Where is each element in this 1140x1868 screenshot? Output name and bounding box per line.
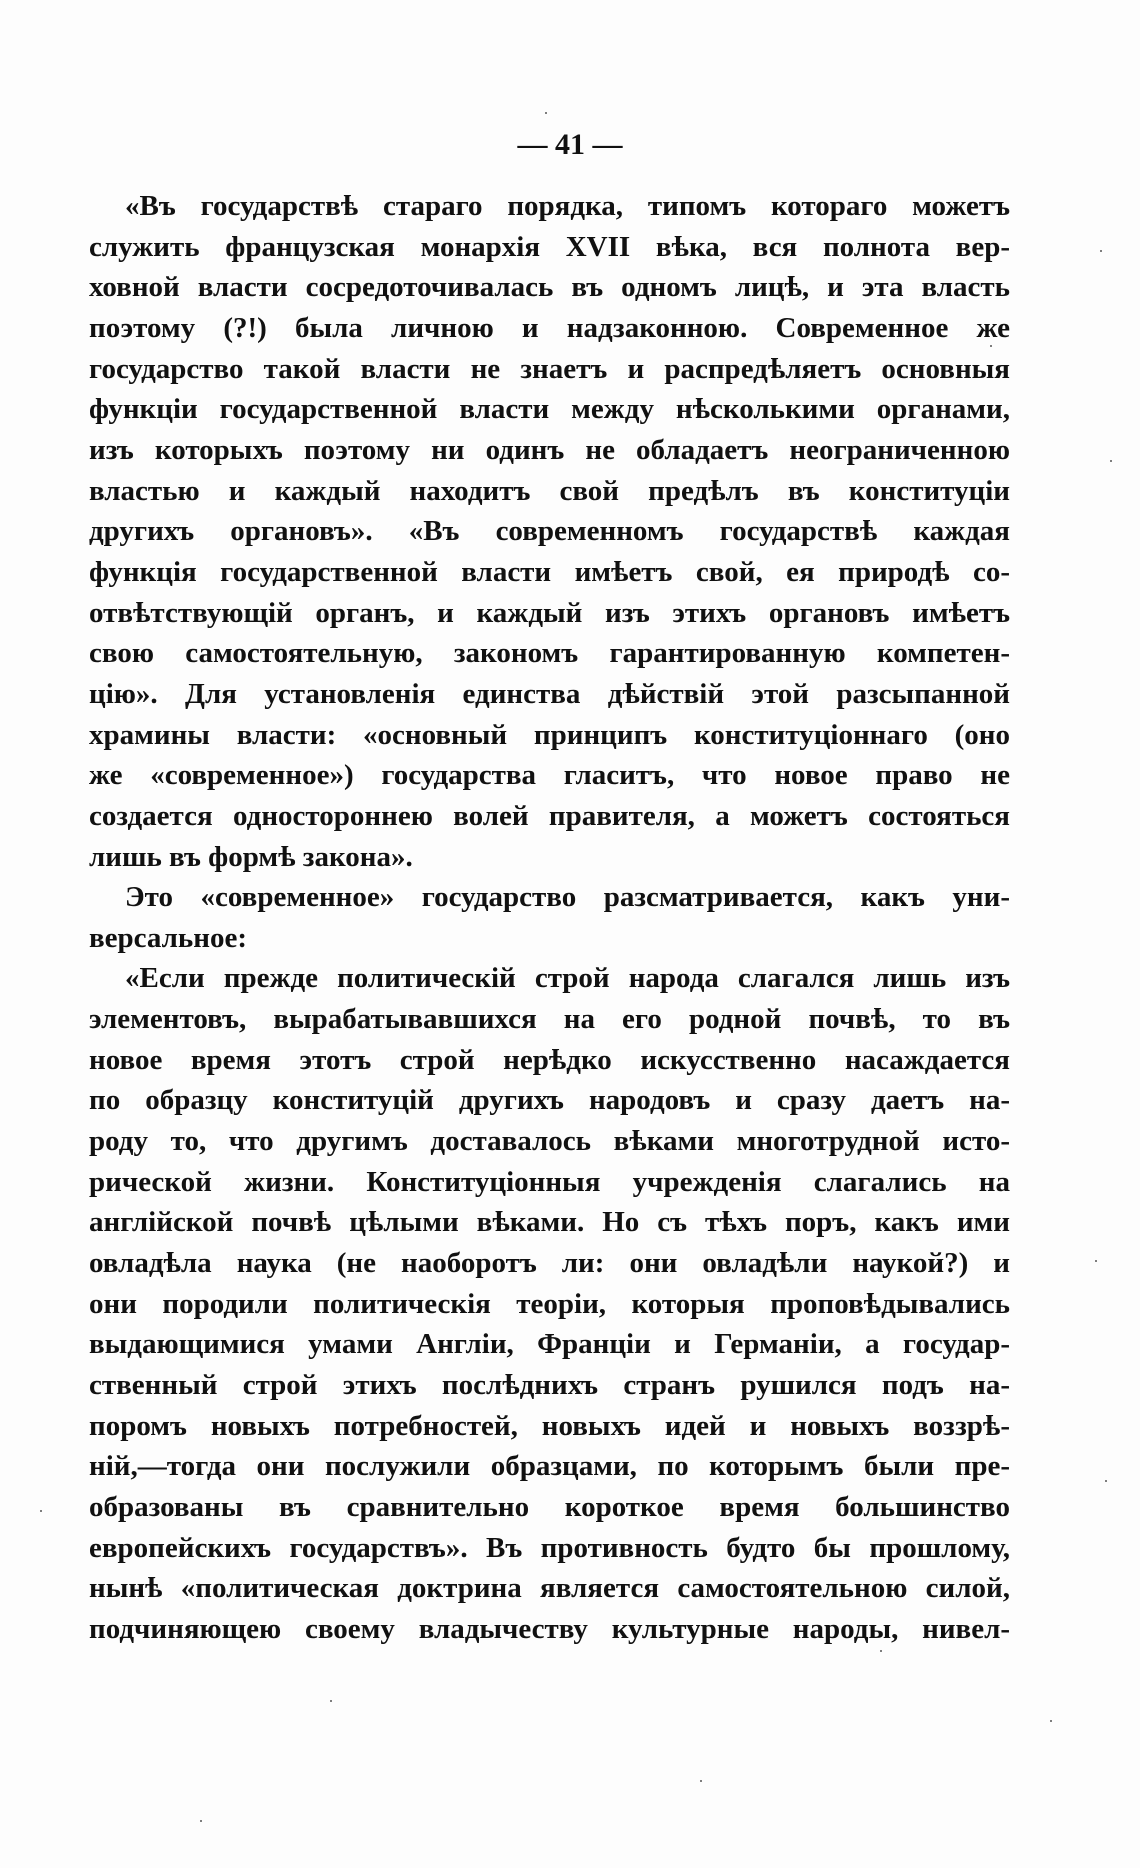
text-line: свою самостоятельную, закономъ гарантированную компетен- bbox=[89, 637, 1010, 670]
scan-speck bbox=[990, 345, 992, 347]
text-line: по образцу конституцій другихъ народовъ и сразу даетъ на- bbox=[89, 1084, 1010, 1117]
text-line: государство такой власти не знаетъ и распредѣляетъ основныя bbox=[89, 352, 1010, 385]
scan-speck bbox=[1110, 460, 1112, 462]
scan-speck bbox=[880, 1650, 882, 1652]
text-line: Это «современное» государство разсматривается, какъ уни- bbox=[125, 881, 1010, 914]
text-line: «Если прежде политическій строй народа слагался лишь изъ bbox=[125, 962, 1010, 995]
text-line: они породили политическія теоріи, которыя проповѣдывались bbox=[89, 1287, 1010, 1320]
text-line: «Въ государствѣ стараго порядка, типомъ котораго можетъ bbox=[125, 190, 1010, 222]
scan-speck bbox=[40, 1510, 42, 1512]
text-line: подчиняющею своему владычеству культурные народы, нивел- bbox=[89, 1612, 1010, 1645]
text-line: цію». Для установленія единства дѣйствій этой разсыпанной bbox=[89, 677, 1010, 710]
text-line: европейскихъ государствъ». Въ противность будто бы прошлому, bbox=[89, 1531, 1010, 1564]
text-line: рической жизни. Конституціонныя учрежденія слагались на bbox=[89, 1165, 1010, 1198]
text-line: поромъ новыхъ потребностей, новыхъ идей и новыхъ воззрѣ- bbox=[89, 1409, 1010, 1442]
text-line: функціи государственной власти между нѣсколькими органами, bbox=[89, 393, 1010, 426]
text-line: лишь въ формѣ закона». bbox=[89, 840, 413, 873]
text-line: овладѣла наука (не наоборотъ ли: они овладѣли наукой?) и bbox=[89, 1247, 1010, 1280]
scan-speck bbox=[330, 1700, 332, 1702]
text-line: выдающимися умами Англіи, Франціи и Германіи, а государ- bbox=[89, 1328, 1010, 1361]
text-line: властью и каждый находитъ свой предѣлъ въ конституціи bbox=[89, 474, 1010, 507]
scan-speck bbox=[1095, 1260, 1097, 1262]
text-line: создается одностороннею волей правителя, а можетъ состояться bbox=[89, 799, 1010, 832]
scan-speck bbox=[200, 1820, 202, 1822]
page-body bbox=[89, 186, 1010, 1650]
text-line: храмины власти: «основный принципъ конституціоннаго (оно bbox=[89, 718, 1010, 751]
text-line: ственный строй этихъ послѣднихъ странъ рушился подъ на- bbox=[89, 1369, 1010, 1402]
text-line: нынѣ «политическая доктрина является самостоятельною силой, bbox=[89, 1572, 1010, 1605]
text-line: же «современное») государства гласитъ, что новое право не bbox=[89, 759, 1010, 792]
page-number: — 41 — bbox=[517, 128, 623, 161]
text-line: роду то, что другимъ доставалось вѣками многотрудной исто- bbox=[89, 1125, 1010, 1158]
text-line: элементовъ, вырабатывавшихся на его родной почвѣ, то въ bbox=[89, 1003, 1010, 1036]
text-line: ховной власти сосредоточивалась въ одномъ лицѣ, и эта власть bbox=[89, 271, 1010, 304]
scan-speck bbox=[700, 1780, 702, 1782]
scan-speck bbox=[1050, 1720, 1052, 1722]
text-line: образованы въ сравнительно короткое время большинство bbox=[89, 1491, 1010, 1523]
text-line: новое время этотъ строй нерѣдко искусственно насаждается bbox=[89, 1043, 1010, 1076]
text-line: служить французская монархія XVII вѣка, вся полнота вер- bbox=[89, 230, 1010, 263]
text-line: другихъ органовъ». «Въ современномъ государствѣ каждая bbox=[89, 515, 1010, 548]
text-line: изъ которыхъ поэтому ни одинъ не обладаетъ неограниченною bbox=[89, 433, 1010, 466]
text-line: ній,—тогда они послужили образцами, по которымъ были пре- bbox=[89, 1450, 1010, 1483]
scan-speck bbox=[545, 112, 547, 114]
text-line: англійской почвѣ цѣлыми вѣками. Но съ тѣхъ поръ, какъ ими bbox=[89, 1206, 1010, 1239]
scan-speck bbox=[1105, 1480, 1107, 1482]
text-line: функція государственной власти имѣетъ свой, ея природѣ со- bbox=[89, 555, 1010, 588]
scan-speck bbox=[1100, 250, 1102, 252]
text-line: поэтому (?!) была личною и надзаконною. Современное же bbox=[89, 311, 1010, 344]
text-line: отвѣтствующій органъ, и каждый изъ этихъ органовъ имѣетъ bbox=[89, 596, 1010, 629]
text-line: версальное: bbox=[89, 921, 247, 954]
